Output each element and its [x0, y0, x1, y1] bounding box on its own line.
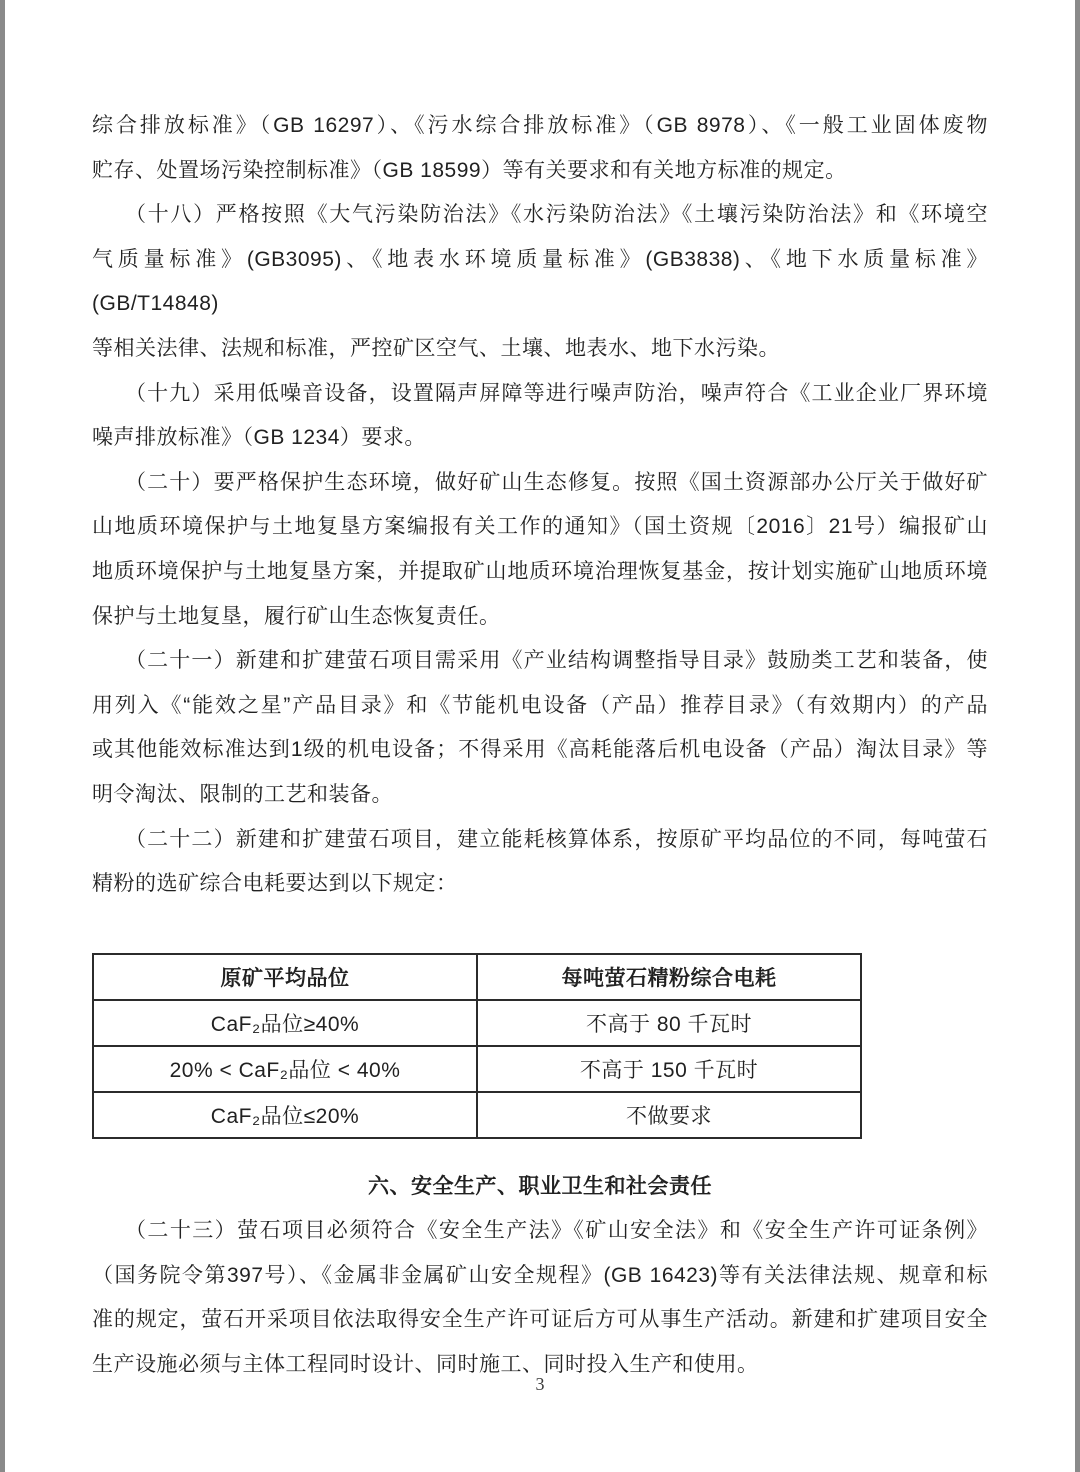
- table-cell: 不高于 150 千瓦时: [477, 1046, 861, 1092]
- paragraph-23: [92, 1209, 988, 1387]
- paragraph-17-continued: [92, 104, 988, 193]
- table-row: [93, 1046, 861, 1092]
- paragraph-line: 或其他能效标准达到1级的机电设备；不得采用《高耗能落后机电设备（产品）淘汰目录》等: [92, 738, 988, 762]
- paragraph-line: （十八）严格按照《大气污染防治法》《水污染防治法》《土壤污染防治法》和《环境空: [125, 203, 988, 227]
- paragraph-18: [92, 193, 988, 371]
- paragraph-19: [92, 372, 988, 461]
- table-header-cell: 原矿平均品位: [93, 954, 477, 1000]
- paragraph-line: （二十）要严格保护生态环境，做好矿山生态修复。按照《国土资源部办公厅关于做好矿: [125, 470, 988, 494]
- electricity-consumption-table: [92, 953, 862, 1139]
- paragraph-line: （二十一）新建和扩建萤石项目需采用《产业结构调整指导目录》鼓励类工艺和装备，使: [125, 649, 988, 673]
- paragraph-line: 精粉的选矿综合电耗要达到以下规定：: [92, 872, 458, 896]
- page-left-edge: [0, 0, 5, 1472]
- paragraph-line: （二十三）萤石项目必须符合《安全生产法》《矿山安全法》和《安全生产许可证条例》: [125, 1219, 988, 1243]
- paragraph-line: 用列入《“能效之星”产品目录》和《节能机电设备（产品）推荐目录》（有效期内）的产品: [92, 693, 988, 717]
- paragraph-line: 综合排放标准》（GB 16297）、《污水综合排放标准》（GB 8978）、《一般工业固体废物: [92, 114, 988, 137]
- paragraph-22: [92, 818, 988, 907]
- paragraph-line: 贮存、处置场污染控制标准》（GB 18599）等有关要求和有关地方标准的规定。: [92, 158, 847, 182]
- table-cell: 不高于 80 千瓦时: [477, 1000, 861, 1046]
- paragraph-line: 气质量标准》(GB3095)、《地表水环境质量标准》(GB3838)、《地下水质量标准》(GB/T14848): [92, 247, 988, 316]
- table-cell: CaF₂品位≤20%: [93, 1092, 477, 1138]
- table-cell: CaF₂品位≥40%: [93, 1000, 477, 1046]
- page-number: 3: [535, 1374, 545, 1394]
- paragraph-line: 生产设施必须与主体工程同时设计、同时施工、同时投入生产和使用。: [92, 1353, 759, 1377]
- paragraph-line: （国务院令第397号）、《金属非金属矿山安全规程》(GB 16423)等有关法律法规、规章和标: [92, 1263, 988, 1287]
- paragraph-line: 明令淘汰、限制的工艺和装备。: [92, 782, 393, 806]
- table-cell: 20% < CaF₂品位 < 40%: [93, 1046, 477, 1092]
- section-heading: 六、安全生产、职业卫生和社会责任: [368, 1174, 712, 1198]
- paragraph-line: 地质环境保护与土地复垦方案，并提取矿山地质环境治理恢复基金，按计划实施矿山地质环境: [92, 559, 988, 583]
- paragraph-line: 山地质环境保护与土地复垦方案编报有关工作的通知》（国土资规〔2016〕21号）编报矿山: [92, 515, 988, 539]
- table-header-cell: 每吨萤石精粉综合电耗: [477, 954, 861, 1000]
- table-cell: 不做要求: [477, 1092, 861, 1138]
- paragraph-line: 保护与土地复垦，履行矿山生态恢复责任。: [92, 604, 501, 628]
- page-right-edge: [1075, 0, 1080, 1472]
- paragraph-line: 准的规定，萤石开采项目依法取得安全生产许可证后方可从事生产活动。新建和扩建项目安全: [92, 1308, 988, 1332]
- table-header-row: [93, 954, 861, 1000]
- table-row: [93, 1000, 861, 1046]
- paragraph-line: （二十二）新建和扩建萤石项目，建立能耗核算体系，按原矿平均品位的不同，每吨萤石: [125, 827, 988, 851]
- paragraph-line: （十九）采用低噪音设备，设置隔声屏障等进行噪声防治，噪声符合《工业企业厂界环境: [125, 381, 988, 405]
- paragraph-20: [92, 461, 988, 639]
- paragraph-line: 等相关法律、法规和标准，严控矿区空气、土壤、地表水、地下水污染。: [92, 336, 780, 360]
- document-body: [92, 104, 988, 1388]
- table-row: [93, 1092, 861, 1138]
- paragraph-line: 噪声排放标准》（GB 1234）要求。: [92, 426, 426, 450]
- paragraph-21: [92, 639, 988, 817]
